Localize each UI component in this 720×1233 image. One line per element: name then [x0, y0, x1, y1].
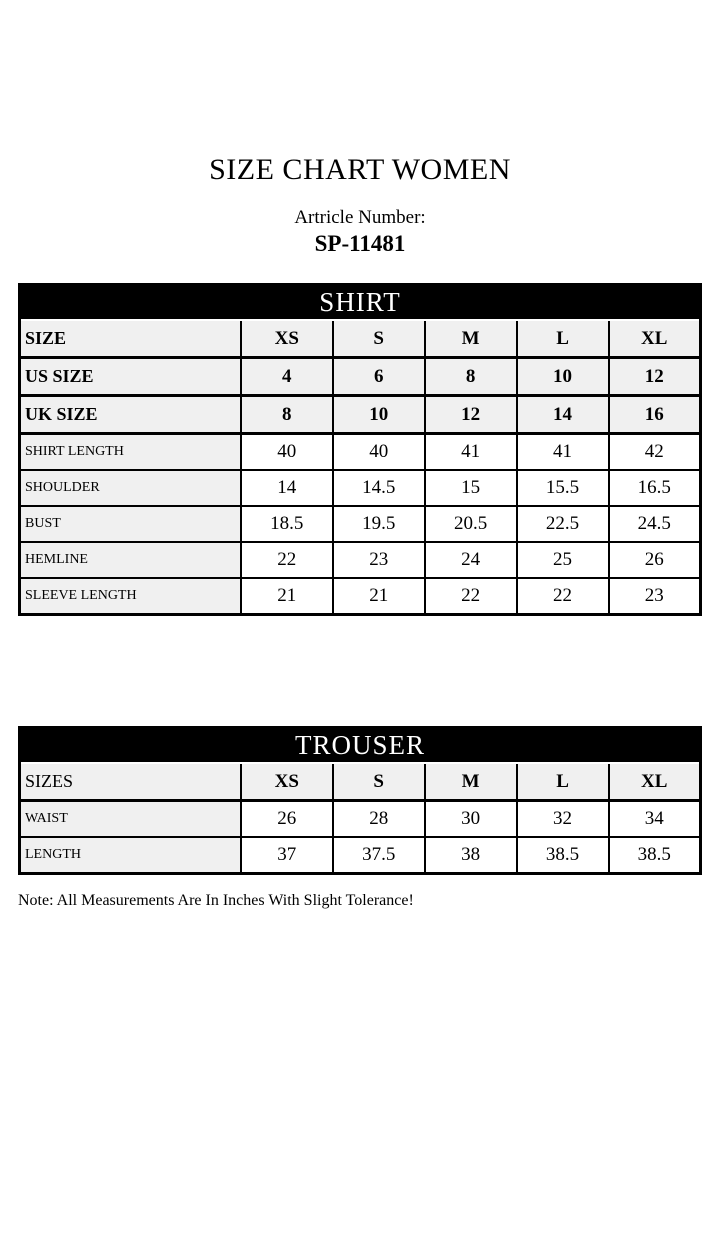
article-number-value: SP-11481	[314, 230, 406, 256]
value-cell: 22.5	[517, 506, 609, 542]
row-label-cell: LENGTH	[20, 837, 241, 874]
trouser-size-table	[18, 726, 702, 875]
value-cell: M	[425, 320, 517, 358]
value-cell: 25	[517, 542, 609, 578]
value-cell: L	[517, 320, 609, 358]
value-cell: 38	[425, 837, 517, 874]
row-label-cell: BUST	[20, 506, 241, 542]
value-cell: 14	[241, 470, 333, 506]
table-row	[20, 320, 701, 358]
table-band-row	[20, 285, 701, 321]
value-cell: 4	[241, 358, 333, 396]
value-cell: 15	[425, 470, 517, 506]
value-cell: 18.5	[241, 506, 333, 542]
value-cell: XS	[241, 320, 333, 358]
table-row	[20, 837, 701, 874]
row-label-cell: SLEEVE LENGTH	[20, 578, 241, 615]
value-cell: 15.5	[517, 470, 609, 506]
article-block	[0, 207, 720, 256]
value-cell: 20.5	[425, 506, 517, 542]
value-cell: 34	[609, 801, 701, 838]
value-cell: 30	[425, 801, 517, 838]
value-cell: 24	[425, 542, 517, 578]
table-band-title: TROUSER	[20, 728, 701, 764]
value-cell: 16.5	[609, 470, 701, 506]
value-cell: 38.5	[517, 837, 609, 874]
value-cell: 32	[517, 801, 609, 838]
table-band-row	[20, 728, 701, 764]
table-row	[20, 506, 701, 542]
value-cell: 14	[517, 396, 609, 434]
value-cell: XL	[609, 763, 701, 801]
value-cell: 8	[241, 396, 333, 434]
value-cell: 42	[609, 434, 701, 471]
table-band-title: SHIRT	[20, 285, 701, 321]
row-label-cell: SHIRT LENGTH	[20, 434, 241, 471]
value-cell: 41	[517, 434, 609, 471]
value-cell: 8	[425, 358, 517, 396]
value-cell: 10	[517, 358, 609, 396]
value-cell: 21	[241, 578, 333, 615]
table-row	[20, 396, 701, 434]
value-cell: L	[517, 763, 609, 801]
value-cell: 21	[333, 578, 425, 615]
size-chart-document	[0, 153, 720, 910]
value-cell: 16	[609, 396, 701, 434]
value-cell: M	[425, 763, 517, 801]
value-cell: 23	[333, 542, 425, 578]
row-label-cell: US SIZE	[20, 358, 241, 396]
value-cell: 40	[241, 434, 333, 471]
value-cell: 23	[609, 578, 701, 615]
value-cell: 19.5	[333, 506, 425, 542]
value-cell: 38.5	[609, 837, 701, 874]
value-cell: 12	[609, 358, 701, 396]
value-cell: 10	[333, 396, 425, 434]
row-label-cell: UK SIZE	[20, 396, 241, 434]
value-cell: 28	[333, 801, 425, 838]
value-cell: S	[333, 763, 425, 801]
table-row	[20, 358, 701, 396]
value-cell: XS	[241, 763, 333, 801]
value-cell: 41	[425, 434, 517, 471]
value-cell: 26	[241, 801, 333, 838]
table-row	[20, 542, 701, 578]
value-cell: 24.5	[609, 506, 701, 542]
article-number-label: Artricle Number:	[294, 207, 426, 228]
table-row	[20, 434, 701, 471]
value-cell: 22	[425, 578, 517, 615]
row-label-cell: SIZE	[20, 320, 241, 358]
value-cell: 22	[517, 578, 609, 615]
value-cell: 6	[333, 358, 425, 396]
row-label-cell: SIZES	[20, 763, 241, 801]
row-label-cell: HEMLINE	[20, 542, 241, 578]
value-cell: XL	[609, 320, 701, 358]
table-row	[20, 763, 701, 801]
measurement-note: Note: All Measurements Are In Inches With Slight Tolerance!	[18, 892, 414, 910]
row-label-cell: SHOULDER	[20, 470, 241, 506]
value-cell: 40	[333, 434, 425, 471]
value-cell: 12	[425, 396, 517, 434]
shirt-size-table	[18, 283, 702, 616]
row-label-cell: WAIST	[20, 801, 241, 838]
value-cell: 22	[241, 542, 333, 578]
table-row	[20, 801, 701, 838]
table-row	[20, 578, 701, 615]
page-title: SIZE CHART WOMEN	[209, 153, 511, 186]
value-cell: 14.5	[333, 470, 425, 506]
value-cell: S	[333, 320, 425, 358]
value-cell: 37.5	[333, 837, 425, 874]
table-row	[20, 470, 701, 506]
value-cell: 26	[609, 542, 701, 578]
value-cell: 37	[241, 837, 333, 874]
